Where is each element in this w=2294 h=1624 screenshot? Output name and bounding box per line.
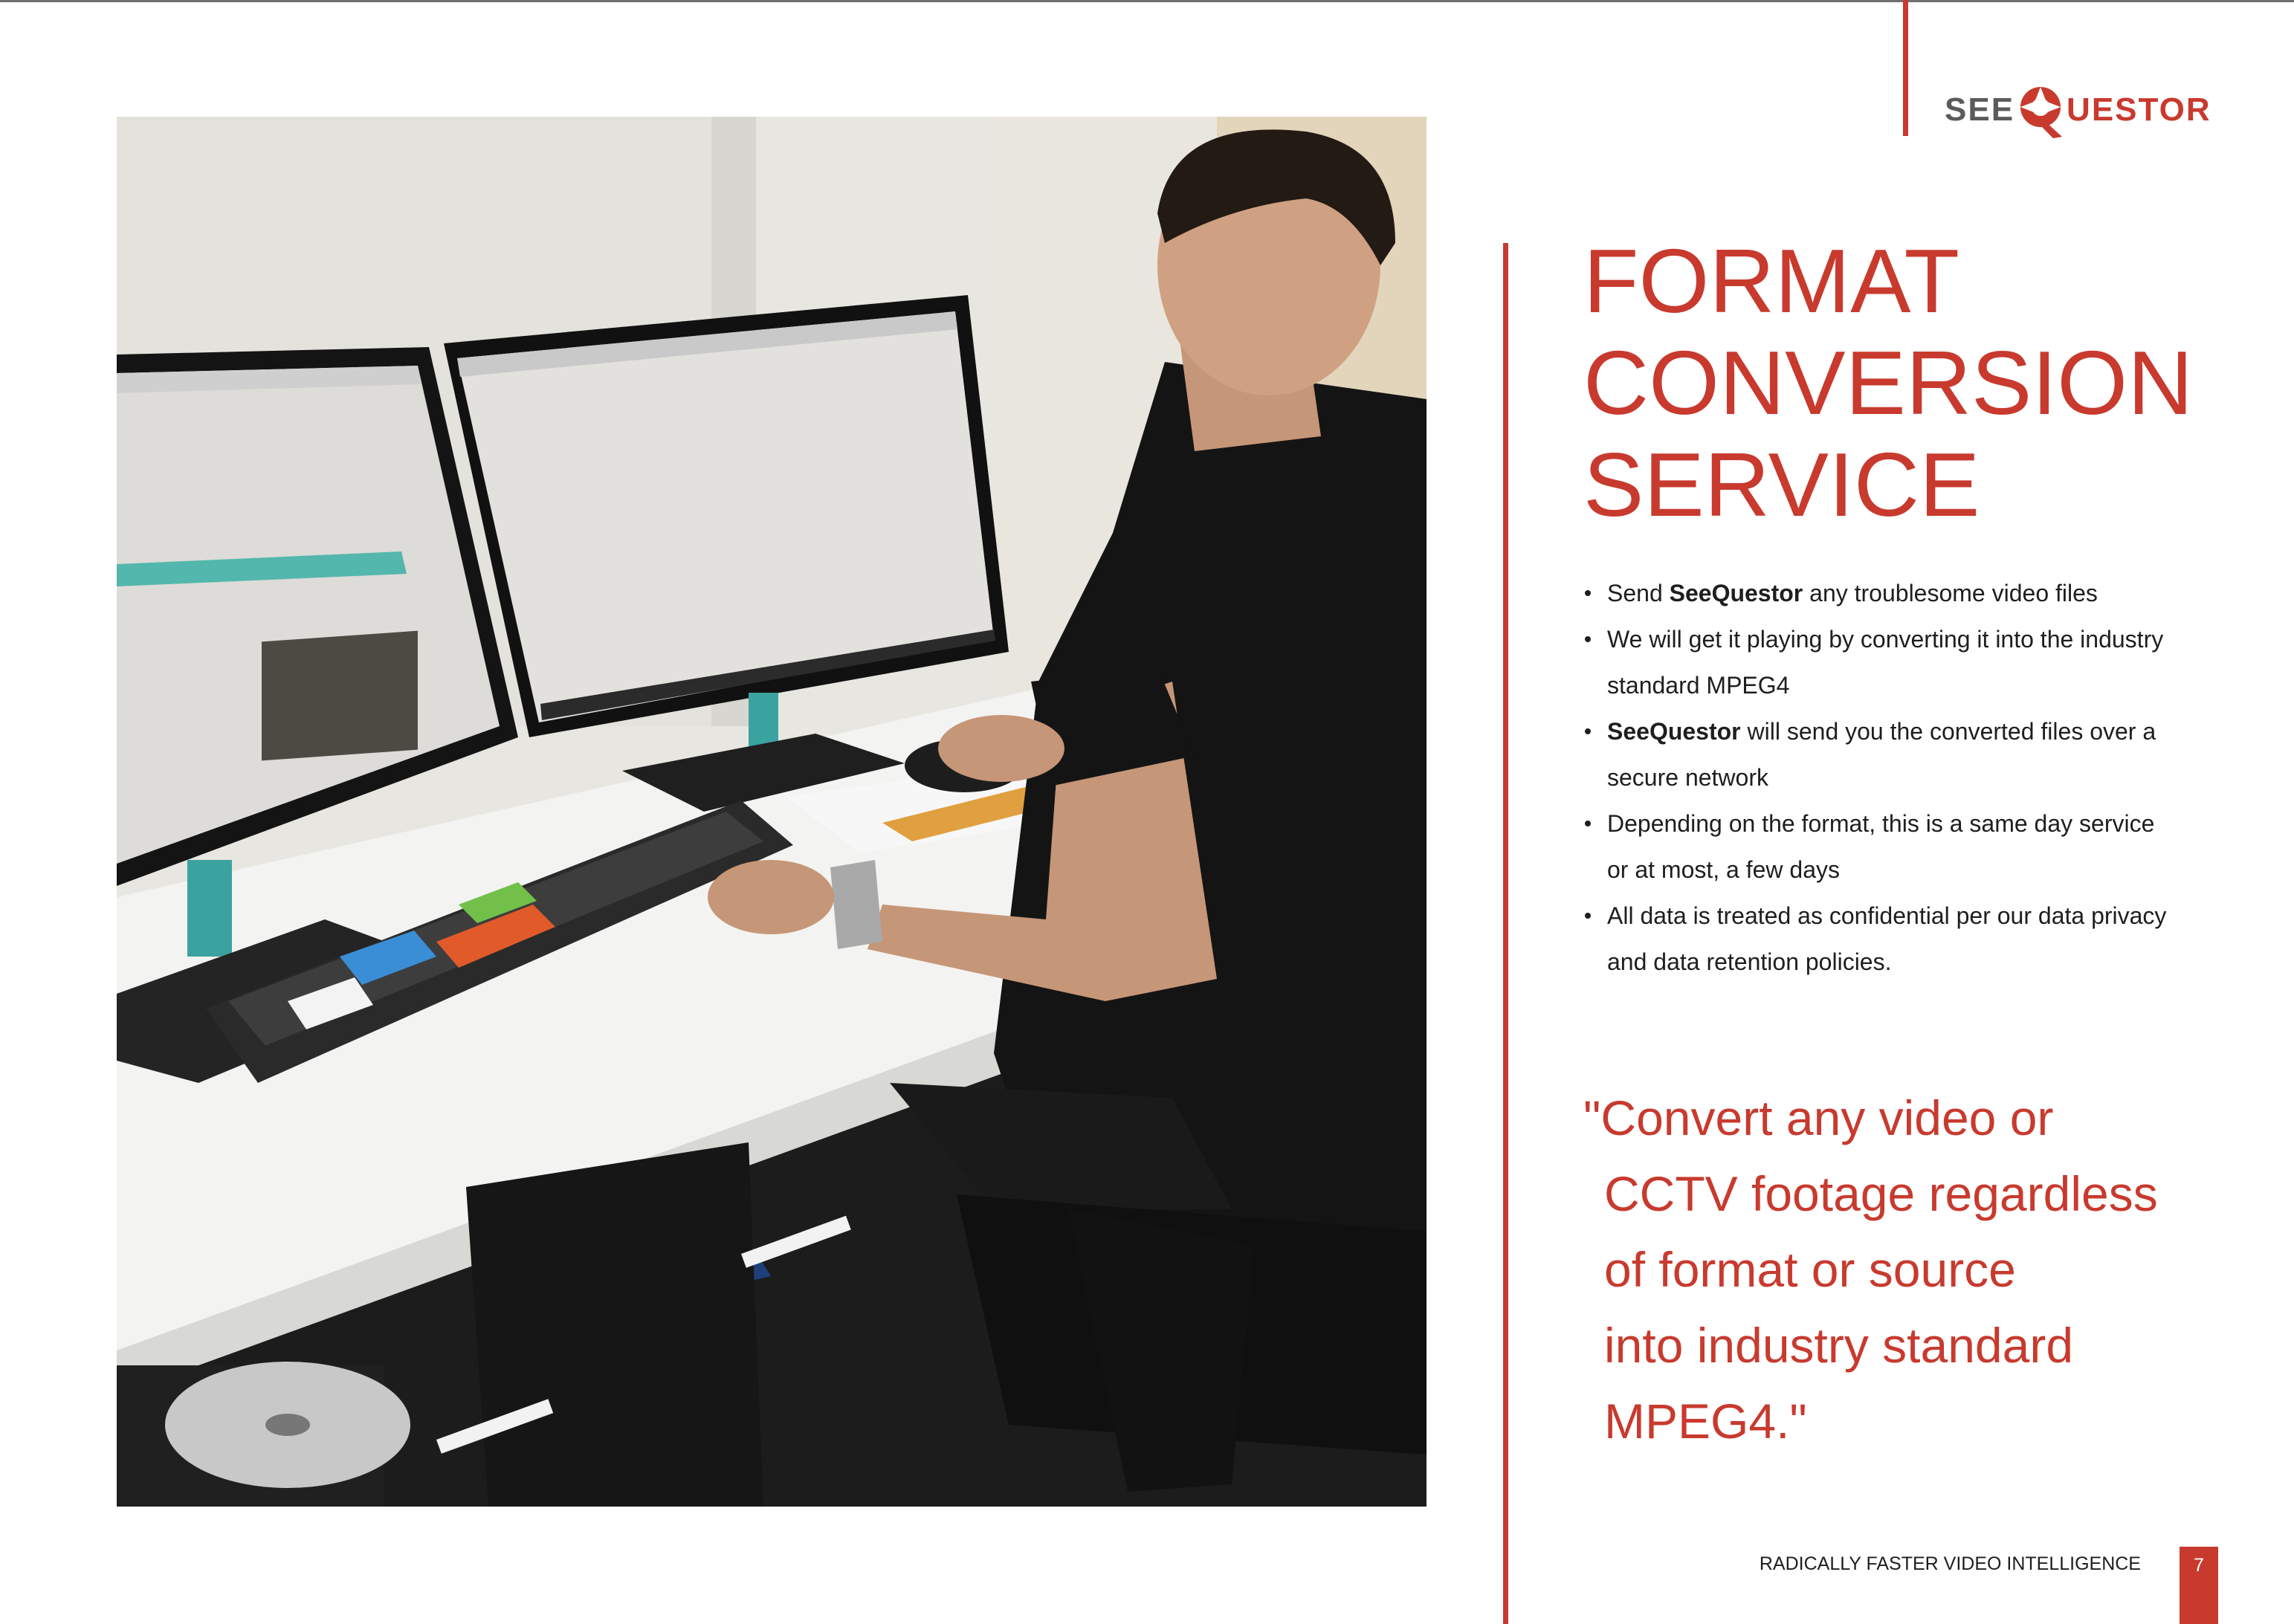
quote-line-1: "Convert any video or [1583,1090,2054,1145]
bullet-text: Depending on the format, this is a same day service or at most, a few days [1607,810,2155,883]
content-accent-rule [1503,243,1508,1624]
service-bullet-list [1583,570,2178,985]
quote-line-5: MPEG4." [1604,1394,1807,1449]
bullet-text: All data is treated as confidential per our data privacy and data retention policies. [1607,902,2167,975]
bullet-text: any troublesome video files [1803,580,2098,606]
bullet-item [1583,570,2178,616]
bullet-text: will send you the converted files over a secure network [1607,718,2156,791]
page-number-badge [2180,1547,2218,1624]
title-line-1: FORMAT [1583,230,1959,331]
logo-questor-text: UESTOR [2067,91,2211,128]
bullet-item [1583,616,2178,708]
bullet-bold-text: SeeQuestor [1669,580,1803,606]
bullet-text: We will get it playing by converting it into the industry standard MPEG4 [1607,626,2164,699]
quote-line-3: of format or source [1604,1242,2016,1297]
page-number: 7 [2194,1555,2204,1576]
quote-line-2: CCTV footage regardless [1604,1166,2158,1221]
footer-tagline: RADICALLY FASTER VIDEO INTELLIGENCE [1759,1553,2141,1574]
photo-illustration [117,117,1427,1507]
bullet-text: Send [1607,580,1670,606]
top-border-line [0,0,2294,2]
title-line-3: SERVICE [1583,434,1980,535]
bullet-item [1583,893,2178,985]
bullet-item [1583,800,2178,893]
bullet-item [1583,708,2178,800]
header-accent-rule [1903,0,1908,136]
bullet-bold-text: SeeQuestor [1607,718,1741,745]
title-line-2: CONVERSION [1583,332,2194,433]
logo-see-text: SEE [1945,91,2015,128]
logo-q-icon [2016,80,2065,140]
seequestor-logo [1945,80,2211,140]
page-title [1583,230,2252,536]
operator-workstation-photo [117,117,1427,1507]
pull-quote [1583,1080,2252,1459]
quote-line-4: into industry standard [1604,1318,2074,1373]
